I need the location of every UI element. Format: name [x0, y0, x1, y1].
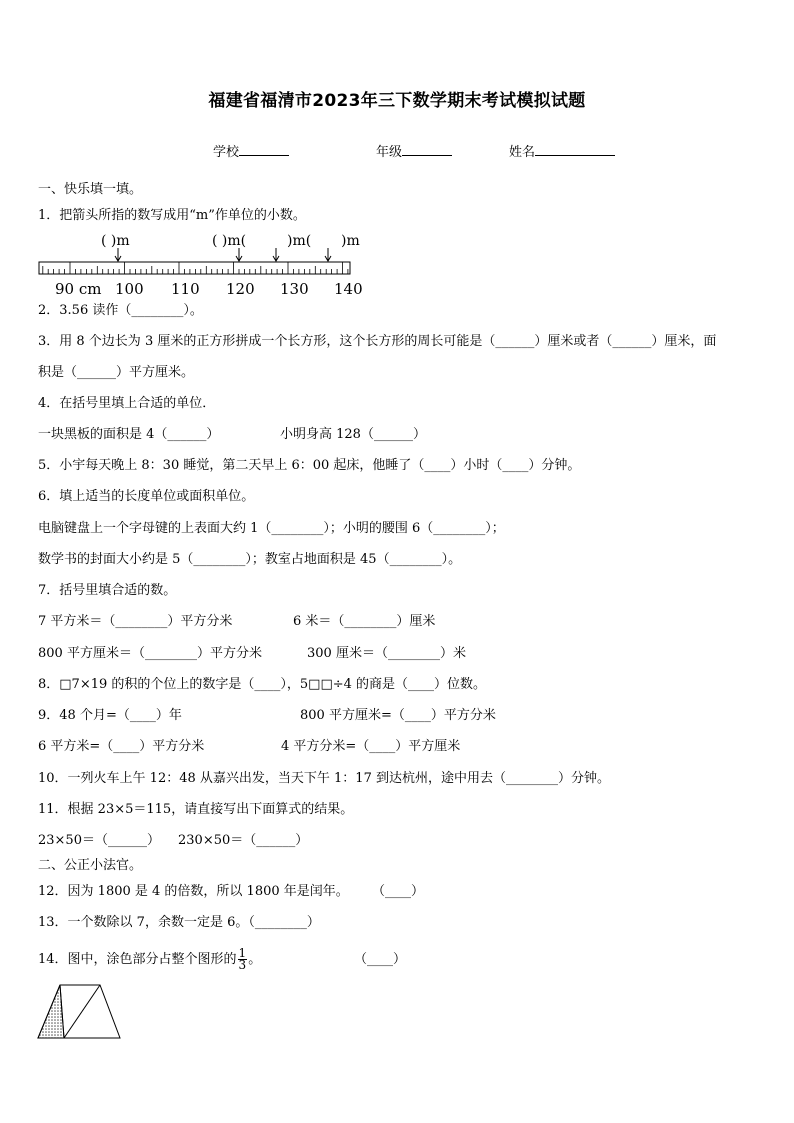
- ruler-tick-label-90: 90 cm: [55, 280, 102, 298]
- question-10: 10．一列火车上午 12：48 从嘉兴出发，当天下午 1：17 到达杭州，途中用去（________）分钟。: [38, 771, 610, 786]
- ruler-ticks: [43, 262, 348, 274]
- question-9d: 4 平方分米=（____）平方厘米: [281, 739, 461, 754]
- question-6: 6．填上适当的长度单位或面积单位。: [38, 489, 255, 504]
- ruler-paren-1: ( )m: [101, 233, 130, 249]
- question-7b: 6 米＝（________）厘米: [293, 614, 436, 629]
- page-title: 福建省福清市2023年三下数学期末考试模拟试题: [208, 91, 586, 111]
- fraction-denominator: 3: [238, 958, 247, 972]
- question-12: 12．因为 1800 是 4 的倍数，所以 1800 年是闰年。: [38, 884, 349, 899]
- question-9a: 9．48 个月=（____）年: [38, 708, 182, 723]
- question-14: [38, 948, 261, 972]
- name-field: [509, 141, 615, 160]
- grade-label: 年级: [376, 145, 403, 160]
- school-label: 学校: [213, 145, 240, 160]
- question-4: 4．在括号里填上合适的单位．: [38, 396, 216, 411]
- question-13: 13．一个数除以 7，余数一定是 6。（________）: [38, 915, 320, 930]
- fraction-numerator: 1: [238, 946, 247, 960]
- question-2: 2．3.56 读作（________）。: [38, 303, 203, 318]
- ruler-body: [39, 262, 350, 274]
- question-7c: 800 平方厘米＝（________）平方分米: [38, 646, 262, 661]
- trapezoid-figure: [36, 983, 122, 1041]
- question-5: 5．小宇每天晚上 8：30 睡觉，第二天早上 6：00 起床，他睡了（____）小时（____）分钟。: [38, 458, 581, 473]
- name-blank[interactable]: [535, 142, 615, 156]
- section-1-heading: 一、快乐填一填。: [38, 182, 143, 197]
- school-field: [213, 141, 289, 160]
- arrow-markers: [115, 248, 331, 261]
- question-6a: 电脑键盘上一个字母键的上表面大约 1（________）；小明的腰围 6（________）；: [38, 521, 505, 536]
- question-14-answer[interactable]: （____）: [354, 952, 407, 967]
- question-9b: 800 平方厘米=（____）平方分米: [300, 708, 496, 723]
- school-blank[interactable]: [239, 142, 289, 156]
- grade-blank[interactable]: [402, 142, 452, 156]
- ruler-tick-label-120: 120: [226, 280, 255, 298]
- section-2-heading: 二、公正小法官。: [38, 858, 143, 873]
- divider-line-2: [64, 985, 100, 1038]
- question-11b: 230×50＝（______）: [178, 833, 309, 848]
- question-1: 1．把箭头所指的数写成用“m”作单位的小数。: [38, 208, 306, 223]
- question-3-line-2: 积是（______）平方厘米。: [38, 365, 195, 380]
- question-12-answer[interactable]: （____）: [372, 884, 425, 899]
- ruler-paren-2: ( )m(: [212, 233, 247, 249]
- grade-field: [376, 141, 452, 160]
- ruler-tick-label-130: 130: [280, 280, 309, 298]
- ruler-paren-4: )m: [341, 233, 360, 249]
- question-3-line-1: 3．用 8 个边长为 3 厘米的正方形拼成一个长方形，这个长方形的周长可能是（______）厘米或者（______）厘米，面: [38, 334, 717, 349]
- question-4a: 一块黑板的面积是 4（______）: [38, 427, 220, 442]
- question-4b: 小明身高 128（______）: [280, 427, 426, 442]
- ruler-tick-label-140: 140: [334, 280, 363, 298]
- question-8: 8．□7×19 的积的个位上的数字是（____），5□□÷4 的商是（____）位数。: [38, 677, 487, 692]
- question-9c: 6 平方米=（____）平方分米: [38, 739, 205, 754]
- ruler-paren-3: )m(: [287, 233, 312, 249]
- question-6b: 数学书的封面大小约是 5（________）；教室占地面积是 45（________）。: [38, 552, 462, 567]
- question-11: 11．根据 23×5＝115，请直接写出下面算式的结果。: [38, 802, 354, 817]
- ruler-tick-label-110: 110: [171, 280, 200, 298]
- fraction-one-third: [238, 948, 248, 971]
- question-7d: 300 厘米＝（________）米: [307, 646, 466, 661]
- name-label: 姓名: [509, 145, 536, 160]
- question-14-text: 14．图中，涂色部分占整个图形的: [38, 952, 237, 967]
- ruler-tick-label-100: 100: [115, 280, 144, 298]
- question-11a: 23×50＝（______）: [38, 833, 160, 848]
- question-7a: 7 平方米＝（________）平方分米: [38, 614, 233, 629]
- question-7: 7．括号里填合适的数。: [38, 583, 177, 598]
- ruler-figure: [38, 228, 368, 300]
- question-14-end: 。: [248, 952, 262, 967]
